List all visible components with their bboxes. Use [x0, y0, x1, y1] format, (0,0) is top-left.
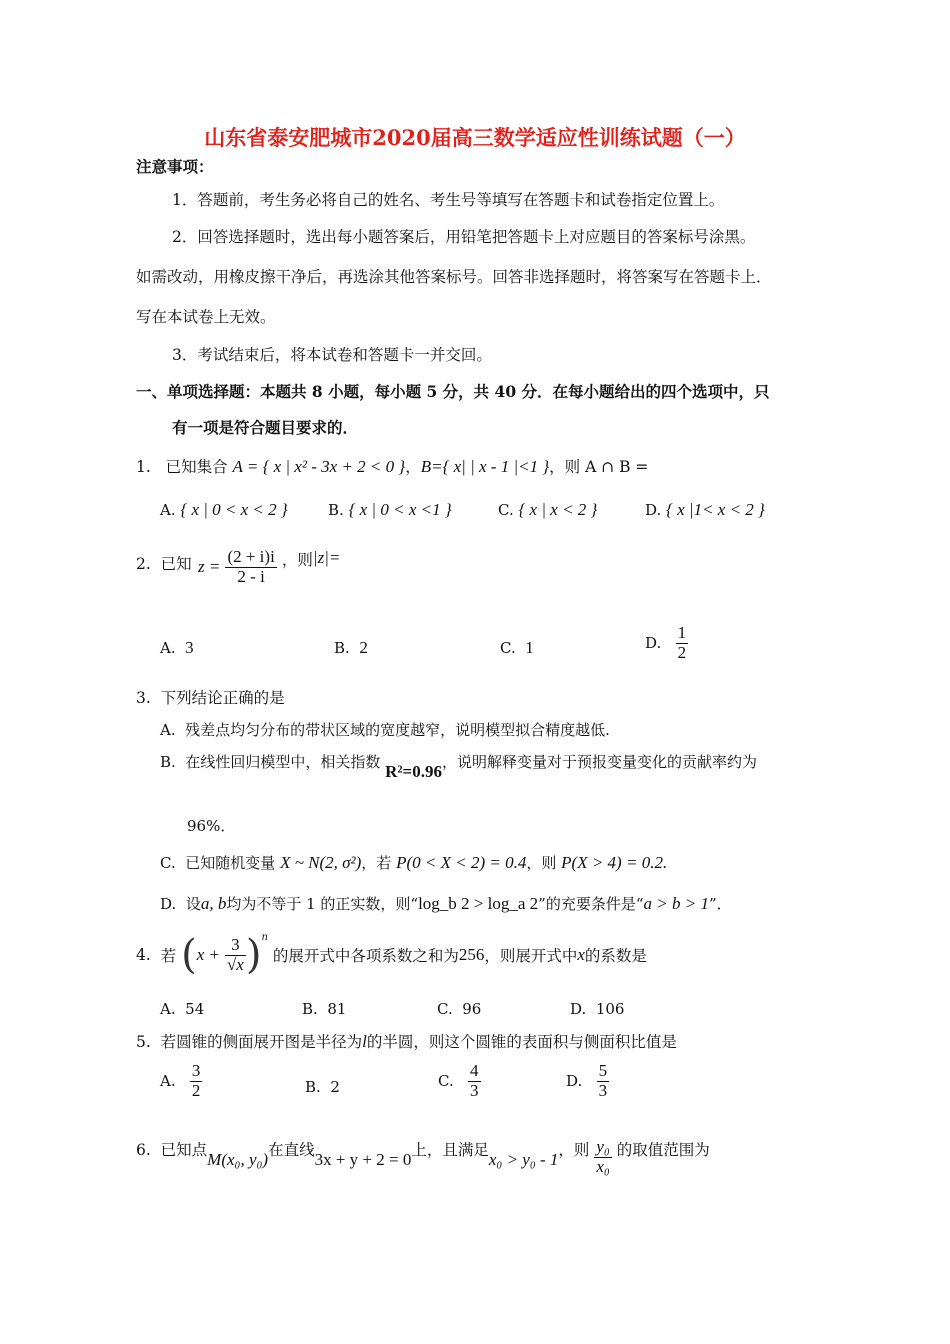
question-2-expr: z = $\frac{(2 + i)i}{2 - i}$ ，则|z|=	[198, 547, 341, 586]
question-2-num: 2. 已知	[136, 555, 192, 573]
q5-option-d[interactable]: D. $\frac{5}{3}$	[566, 1061, 608, 1100]
question-number: 1.	[136, 458, 151, 476]
question-6: 6. 已知点M(x₀, y₀)在直线3x + y + 2 = 0上，且满足x₀ > y₀ - 1，则 $\frac{\text{y₀}}{\text{x₀}}$ 的取值范围为	[136, 1137, 710, 1176]
q3-option-b-cont: 96%．	[187, 817, 236, 835]
q2-option-d[interactable]: D. $\frac{1}{2}$	[645, 623, 687, 662]
question-1	[136, 455, 648, 477]
page-title: 山东省泰安肥城市2020届高三数学适应性训练试题（一）	[204, 125, 746, 150]
fraction: $\frac{(2 + i)i}{2 - i}$	[227, 547, 275, 586]
q4-option-d[interactable]: D. 106	[570, 1000, 625, 1018]
notice-item-2-end: 写在本试卷上无效。	[136, 308, 276, 326]
separator: ，	[405, 458, 421, 476]
notice-heading: 注意事项：	[136, 157, 214, 176]
q5-option-a[interactable]: A. $\frac{3}{2}$	[160, 1061, 201, 1100]
section-heading-line1: 一、单项选择题：本题共 8 小题，每小题 5 分，共 40 分．在每小题给出的四个选项中，只	[136, 382, 770, 401]
q4-option-b[interactable]: B. 81	[302, 1000, 347, 1018]
q1-option-d[interactable]: D. { x |1< x < 2 }	[645, 500, 765, 519]
set-b: B={ x| | x - 1 |<1 }	[420, 457, 550, 476]
q3-option-d[interactable]: D. 设a, b均为不等于 1 的正实数，则“log_b 2 > log_a 2”的充要条件是“a > b > 1”．	[160, 894, 732, 913]
question-4: 4. 若 (x + $\frac{3}{√x}$ )$^n$ 的展开式中各项系数之和为256，则展开式中x的系数是	[136, 932, 647, 978]
notice-item-1: 1．答题前，考生务必将自己的姓名、考生号等填写在答题卡和试卷指定位置上。	[172, 191, 725, 209]
q1-option-b[interactable]: B. { x | 0 < x <1 }	[328, 500, 452, 519]
notice-item-2-cont: 如需改动，用橡皮擦干净后，再选涂其他答案标号。回答非选择题时，将答案写在答题卡上．	[136, 268, 772, 286]
q3-option-b[interactable]: B. 在线性回归模型中，相关指数 R²=0.96，说明解释变量对于预报变量变化的贡献率约为	[160, 753, 757, 781]
q4-option-c[interactable]: C. 96	[437, 1000, 482, 1018]
question-5: 5. 若圆锥的侧面展开图是半径为l的半圆，则这个圆锥的表面积与侧面积比值是	[136, 1032, 677, 1051]
section-heading-line2: 有一项是符合题目要求的．	[172, 418, 359, 437]
q1-option-c[interactable]: C. { x | x < 2 }	[498, 500, 598, 519]
question-stem: 已知集合	[165, 458, 228, 476]
q5-option-c[interactable]: C. $\frac{4}{3}$	[438, 1061, 479, 1100]
question-3: 3. 下列结论正确的是	[136, 689, 285, 707]
q3-option-a[interactable]: A. 残差点均匀分布的带状区域的宽度越窄，说明模型拟合精度越低.	[160, 721, 610, 739]
q2-option-c[interactable]: C. 1	[500, 638, 534, 657]
set-a: A = { x | x² - 3x + 2 < 0 }	[232, 457, 406, 476]
q5-option-b[interactable]: B. 2	[305, 1078, 340, 1096]
question-tail: ，则 A ∩ B =	[549, 458, 649, 476]
q1-option-a[interactable]: A. { x | 0 < x < 2 }	[160, 500, 288, 519]
q3-option-c[interactable]: C. 已知随机变量 X ~ N(2, σ²)，若 P(0 < X < 2) = 0.4，则 P(X > 4) = 0.2.	[160, 853, 668, 872]
q2-option-a[interactable]: A. 3	[160, 638, 194, 657]
notice-item-2: 2．回答选择题时，选出每小题答案后，用铅笔把答题卡上对应题目的答案标号涂黑。	[172, 228, 756, 246]
q4-option-a[interactable]: A. 54	[160, 1000, 205, 1018]
notice-item-3: 3．考试结束后，将本试卷和答题卡一并交回。	[172, 346, 492, 364]
q2-option-b[interactable]: B. 2	[334, 638, 368, 657]
